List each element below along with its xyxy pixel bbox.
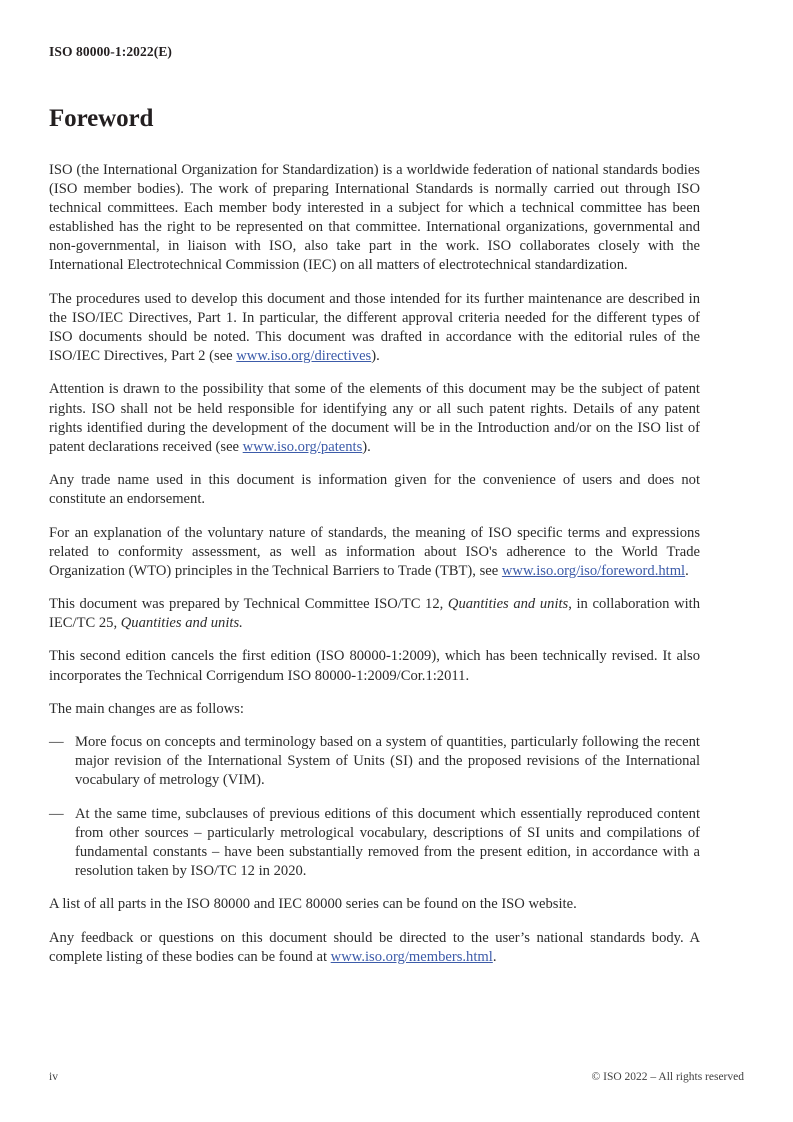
paragraph-text: Any feedback or questions on this document should be directed to the user’s national standards body. A complete listing of these bodies can be found at [49, 929, 700, 965]
paragraph-text-mid: , in collaboration with IEC/TC 25, [49, 596, 701, 632]
paragraph-text: A list of all parts in the ISO 80000 and IEC 80000 series can be found on the ISO website. [49, 896, 577, 913]
list-item-label: At the same time, subclauses of previous editions of this document which essentially reproduced content from other sources – particularly metrological vocabulary, descriptions of SI units and compilations of fundamental constants – have been substantially removed from the present edition, in accordance with a resolution taken by ISO/TC 12 in 2020. [75, 805, 700, 880]
paragraph-voluntary-nature [49, 524, 700, 582]
paragraph-text: Attention is drawn to the possibility that some of the elements of this document may be the subject of patent rights. ISO shall not be held responsible for identifying any or all such patent rights. Details of any patent rights identified during the development of the document will be in the Introduction and/or on the ISO list of patent declarations received (see [49, 381, 700, 455]
paragraph-text: This document was prepared by Technical Committee ISO/TC 12, [49, 596, 448, 613]
em-dash-bullet-icon: — [49, 805, 64, 822]
paragraph-scope-iso [49, 161, 700, 276]
paragraph-text: ISO (the International Organization for Standardization) is a worldwide federation of national standards bodies (ISO member bodies). The work of preparing International Standards is normally carried out through ISO technical committees. Each member body interested in a subject for which a technical committee has been established has the right to be represented on that committee. International organizations, governmental and non-governmental, in liaison with ISO, also take part in the work. ISO collaborates closely with the International Electrotechnical Commission (IEC) on all matters of electrotechnical standardization. [49, 161, 700, 274]
paragraph-feedback [49, 929, 700, 967]
page-content [49, 105, 700, 981]
paragraph-text-tail: ). [371, 348, 380, 365]
paragraph-trade-name [49, 471, 700, 509]
page-footer [49, 1071, 744, 1089]
list-item [49, 805, 700, 882]
running-head: ISO 80000-1:2022(E) [49, 44, 173, 59]
paragraph-patent-rights [49, 380, 700, 457]
paragraph-main-changes-intro [49, 700, 700, 719]
page-number: iv [49, 1071, 58, 1083]
paragraph-all-parts [49, 895, 700, 914]
em-dash-bullet-icon: — [49, 734, 64, 750]
paragraph-text-tail: . [492, 948, 497, 965]
link-foreword-html[interactable]: www.iso.org/iso/foreword.html [501, 562, 686, 579]
paragraph-procedures [49, 290, 700, 367]
paragraph-text-tail: ). [362, 438, 371, 455]
paragraph-text: For an explanation of the voluntary nature of standards, the meaning of ISO specific terms and expressions related to conformity assessment, as well as information about ISO's adherence to the World Trade Organization (WTO) principles in the Technical Barriers to Trade (TBT), see [49, 524, 700, 579]
list-item-label: More focus on concepts and terminology based on a system of quantities, particularly following the recent major revision of the International System of Units (SI) and the proposed revisions of the International vocabulary of metrology (VIM). [75, 734, 700, 789]
paragraph-text: The main changes are as follows: [49, 700, 244, 717]
paragraph-second-edition [49, 647, 700, 685]
link-members-html[interactable]: www.iso.org/members.html [330, 948, 493, 965]
list-item [49, 733, 700, 791]
link-patents[interactable]: www.iso.org/patents [242, 438, 363, 455]
paragraph-text: This second edition cancels the first edition (ISO 80000-1:2009), which has been technically revised. It also incorporates the Technical Corrigendum ISO 80000-1:2009/Cor.1:2011. [49, 648, 700, 684]
copyright-notice: © ISO 2022 – All rights reserved [591, 1071, 744, 1083]
paragraph-prepared-by [49, 595, 700, 633]
paragraph-text: The procedures used to develop this document and those intended for its further maintenance are described in the ISO/IEC Directives, Part 1. In particular, the different approval criteria needed for the different types of ISO documents should be noted. This document was drafted in accordance with the editorial rules of the ISO/IEC Directives, Part 2 (see [49, 290, 700, 365]
paragraph-text-tail: . [685, 562, 689, 579]
committee-title-iec: Quantities and units. [120, 615, 243, 632]
paragraph-text: Any trade name used in this document is information given for the convenience of users and does not constitute an endorsement. [49, 472, 700, 508]
link-directives[interactable]: www.iso.org/directives [236, 348, 372, 365]
committee-title-iso: Quantities and units [447, 596, 569, 613]
page-title: Foreword [49, 105, 154, 132]
